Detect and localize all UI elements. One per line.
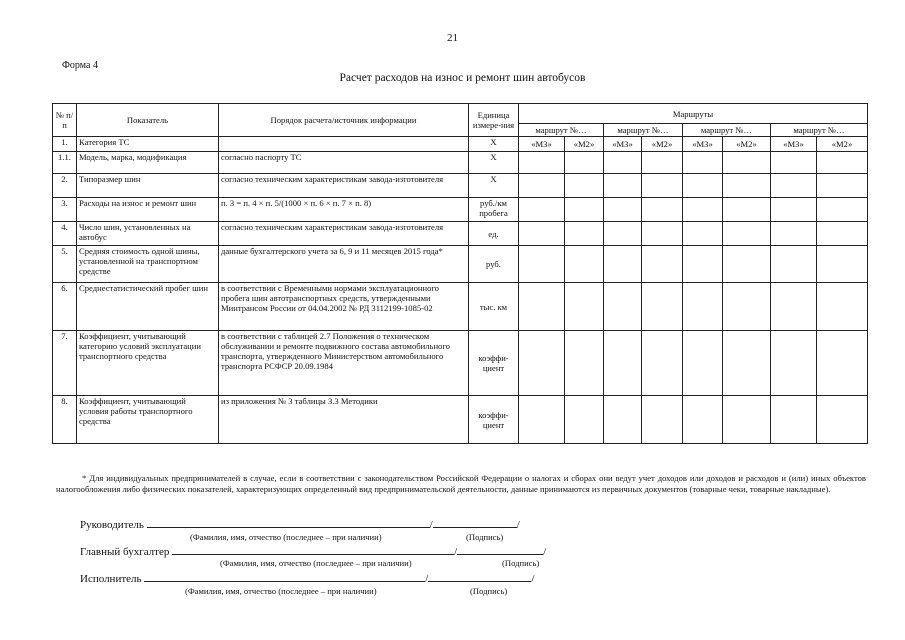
sign-line[interactable] bbox=[433, 516, 517, 528]
sign-line[interactable] bbox=[428, 570, 531, 582]
row-3-method: согласно техническим характеристикам завода-изготовителя bbox=[219, 174, 469, 198]
sign-line[interactable] bbox=[457, 543, 543, 555]
class-cell: «М2» bbox=[565, 137, 604, 152]
row-3-num: 2. bbox=[53, 174, 77, 198]
row-3-indicator: Типоразмер шин bbox=[77, 174, 219, 198]
name-line[interactable] bbox=[172, 543, 454, 555]
row-1-method bbox=[219, 137, 469, 152]
row-9-num: 8. bbox=[53, 396, 77, 444]
row-9-indicator: Коэффициент, учитывающий условия работы транспортного средства bbox=[77, 396, 219, 444]
row-7-method: в соответствии с Временными нормами эксплуатационного пробега шин автотранспортных средств, утвержденными Минтрансом России от 04.04.2002 № РД 3112199-1085-02 bbox=[219, 283, 469, 331]
row-4-unit: руб./км пробега bbox=[469, 198, 519, 222]
row-6-num: 5. bbox=[53, 246, 77, 283]
class-cell: «М2» bbox=[642, 137, 683, 152]
header-route-3: маршрут №… bbox=[683, 124, 771, 137]
row-6-indicator: Средняя стоимость одной шины, установленной на транспортном средстве bbox=[77, 246, 219, 283]
row-9-method: из приложения № 3 таблицы 3.3 Методики bbox=[219, 396, 469, 444]
signature-executor: Исполнитель / / bbox=[80, 570, 534, 585]
header-routes: Маршруты bbox=[519, 104, 868, 124]
row-3-unit: Х bbox=[469, 174, 519, 198]
row-5-unit: ед. bbox=[469, 222, 519, 246]
row-8-indicator: Коэффициент, учитывающий категорию условий эксплуатации транспортного средства bbox=[77, 331, 219, 396]
row-8-method: в соответствии с таблицей 2.7 Положения о техническом обслуживании и ремонте подвижного состава автомобильного транспорта, утвержденного Министерством автомобильного транспорта РСФСР 20.09.1984 bbox=[219, 331, 469, 396]
name-line[interactable] bbox=[144, 570, 425, 582]
row-4-num: 3. bbox=[53, 198, 77, 222]
header-route-4: маршрут №… bbox=[771, 124, 868, 137]
class-cell: «М3» bbox=[519, 137, 565, 152]
header-unit: Единица измере-ния bbox=[469, 104, 519, 137]
name-caption: (Фамилия, имя, отчество (последнее – при наличии) bbox=[185, 586, 377, 596]
row-7-num: 6. bbox=[53, 283, 77, 331]
row-6-unit: руб. bbox=[469, 246, 519, 283]
class-cell: «М3» bbox=[771, 137, 817, 152]
form-label: Форма 4 bbox=[62, 60, 98, 71]
row-2-unit: Х bbox=[469, 152, 519, 174]
row-7-unit: тыс. км bbox=[469, 283, 519, 331]
page-number: 21 bbox=[447, 32, 458, 44]
signature-role: Главный бухгалтер bbox=[80, 546, 170, 558]
row-9-unit: коэффи-циент bbox=[469, 396, 519, 444]
row-1-unit: Х bbox=[469, 137, 519, 152]
footnote: * Для индивидуальных предпринимателей в случае, если в соответствии с законодательством Российской Федерации о налогах и сборах они ведут учет доходов или доходов и расходов и (или) иных объектов налогообложения либо физических показателей, характеризующих определенный вид предпринимательской деятельности, данные принимаются из первичных документов (товарные чеки, товарные накладные). bbox=[56, 473, 866, 494]
row-5-num: 4. bbox=[53, 222, 77, 246]
header-route-1: маршрут №… bbox=[519, 124, 604, 137]
header-num: № п/п bbox=[53, 104, 77, 137]
name-line[interactable] bbox=[147, 516, 430, 528]
row-6-method: данные бухгалтерского учета за 6, 9 и 11 месяцев 2015 года* bbox=[219, 246, 469, 283]
signature-role: Исполнитель bbox=[80, 573, 142, 585]
row-4-method: п. 3 = п. 4 × п. 5/(1000 × п. 6 × п. 7 × п. 8) bbox=[219, 198, 469, 222]
row-1-indicator: Категория ТС bbox=[77, 137, 219, 152]
row-5-method: согласно техническим характеристикам завода-изготовителя bbox=[219, 222, 469, 246]
row-7-indicator: Среднестатистический пробег шин bbox=[77, 283, 219, 331]
row-1-num: 1. bbox=[53, 137, 77, 152]
name-caption: (Фамилия, имя, отчество (последнее – при наличии) bbox=[220, 558, 412, 568]
name-caption: (Фамилия, имя, отчество (последнее – при наличии) bbox=[190, 532, 382, 542]
row-2-method: согласно паспорту ТС bbox=[219, 152, 469, 174]
row-8-unit: коэффи-циент bbox=[469, 331, 519, 396]
class-cell: «М2» bbox=[723, 137, 771, 152]
class-cell: «М3» bbox=[604, 137, 642, 152]
row-4-indicator: Расходы на износ и ремонт шин bbox=[77, 198, 219, 222]
row-8-num: 7. bbox=[53, 331, 77, 396]
sign-caption: (Подпись) bbox=[470, 586, 508, 596]
header-indicator: Показатель bbox=[77, 104, 219, 137]
class-cell: «М2» bbox=[817, 137, 868, 152]
signature-role: Руководитель bbox=[80, 519, 144, 531]
signature-director: Руководитель / / bbox=[80, 516, 520, 531]
document-title: Расчет расходов на износ и ремонт шин автобусов bbox=[339, 72, 586, 84]
class-cell: «М3» bbox=[683, 137, 723, 152]
signature-chief-accountant: Главный бухгалтер / / bbox=[80, 543, 546, 558]
row-2-num: 1.1. bbox=[53, 152, 77, 174]
row-5-indicator: Число шин, установленных на автобус bbox=[77, 222, 219, 246]
sign-caption: (Подпись) bbox=[502, 558, 540, 568]
header-method: Порядок расчета/источник информации bbox=[219, 104, 469, 137]
header-route-2: маршрут №… bbox=[604, 124, 683, 137]
row-2-indicator: Модель, марка, модификация bbox=[77, 152, 219, 174]
sign-caption: (Подпись) bbox=[466, 532, 504, 542]
cost-table bbox=[52, 103, 868, 444]
